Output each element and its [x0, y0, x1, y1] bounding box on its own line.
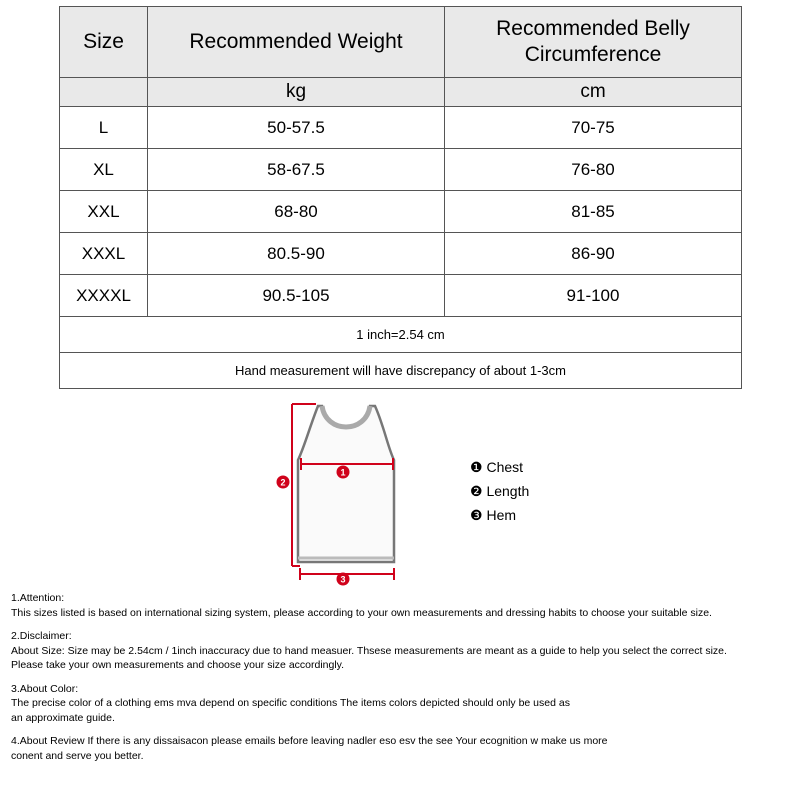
- conversion-note: 1 inch=2.54 cm: [60, 317, 742, 353]
- header-weight: Recommended Weight: [148, 7, 445, 78]
- notes-section: [11, 591, 800, 772]
- header-row: [60, 7, 742, 78]
- legend-number: ❷: [470, 483, 483, 499]
- color-note: [11, 682, 800, 726]
- header-size: Size: [60, 7, 148, 78]
- disclaimer-body-2: Please take your own measurements and choose your size accordingly.: [11, 659, 345, 671]
- color-body-1: The precise color of a clothing ems mva depend on specific conditions The items colors depicted should only be used as: [11, 697, 570, 709]
- review-note: [11, 734, 800, 763]
- marker-1-label: 1: [340, 467, 346, 478]
- attention-title: 1.Attention:: [11, 592, 65, 604]
- discrepancy-note-row: [60, 353, 742, 389]
- units-row: [60, 78, 742, 107]
- cell-weight: 90.5-105: [148, 275, 445, 317]
- cell-size: XL: [60, 149, 148, 191]
- marker-3-label: 3: [340, 574, 346, 585]
- unit-size: [60, 78, 148, 107]
- table-row: [60, 191, 742, 233]
- cell-size: XXXL: [60, 233, 148, 275]
- legend-label: Length: [486, 483, 530, 499]
- legend-label: Hem: [486, 507, 517, 523]
- discrepancy-note: Hand measurement will have discrepancy of about 1-3cm: [60, 353, 742, 389]
- cell-belly: 86-90: [445, 233, 742, 275]
- table-row: [60, 233, 742, 275]
- color-title: 3.About Color:: [11, 682, 79, 695]
- table-row: [60, 275, 742, 317]
- cell-size: XXXXL: [60, 275, 148, 317]
- legend-item: [470, 456, 529, 480]
- size-chart-table: [59, 6, 742, 389]
- attention-body: This sizes listed is based on international sizing system, please according to your own measurements and dressing habits to choose your suitable size.: [11, 606, 712, 619]
- cell-size: L: [60, 107, 148, 149]
- table-row: [60, 107, 742, 149]
- tank-top-diagram: [270, 398, 410, 588]
- color-body-2: an approximate guide.: [11, 711, 115, 724]
- header-belly: Recommended Belly Circumference: [445, 7, 742, 78]
- disclaimer-body-1: About Size: Size may be 2.54cm / 1inch inaccuracy due to hand measuer. Thsese measurements are meant as a guide to help you select the correct size.: [11, 644, 727, 657]
- table-row: [60, 149, 742, 191]
- cell-belly: 76-80: [445, 149, 742, 191]
- unit-weight: kg: [148, 78, 445, 107]
- unit-belly: cm: [445, 78, 742, 107]
- legend-item: [470, 504, 529, 528]
- legend-item: [470, 480, 529, 504]
- conversion-note-row: [60, 317, 742, 353]
- cell-weight: 68-80: [148, 191, 445, 233]
- cell-belly: 81-85: [445, 191, 742, 233]
- legend-label: Chest: [486, 459, 524, 475]
- cell-weight: 58-67.5: [148, 149, 445, 191]
- disclaimer-title: 2.Disclaimer:: [11, 630, 72, 642]
- marker-2-label: 2: [280, 477, 286, 488]
- cell-weight: 80.5-90: [148, 233, 445, 275]
- legend-number: ❸: [470, 507, 483, 523]
- cell-belly: 70-75: [445, 107, 742, 149]
- measurement-legend: [470, 456, 529, 528]
- review-body-2: conent and serve you better.: [11, 749, 144, 762]
- legend-number: ❶: [470, 459, 483, 475]
- review-body-1: 4.About Review If there is any dissaisacon please emails before leaving nadler eso esv the see Your ecognition w make us more: [11, 735, 608, 747]
- cell-size: XXL: [60, 191, 148, 233]
- attention-note: [11, 591, 800, 620]
- disclaimer-note: [11, 629, 800, 673]
- cell-belly: 91-100: [445, 275, 742, 317]
- cell-weight: 50-57.5: [148, 107, 445, 149]
